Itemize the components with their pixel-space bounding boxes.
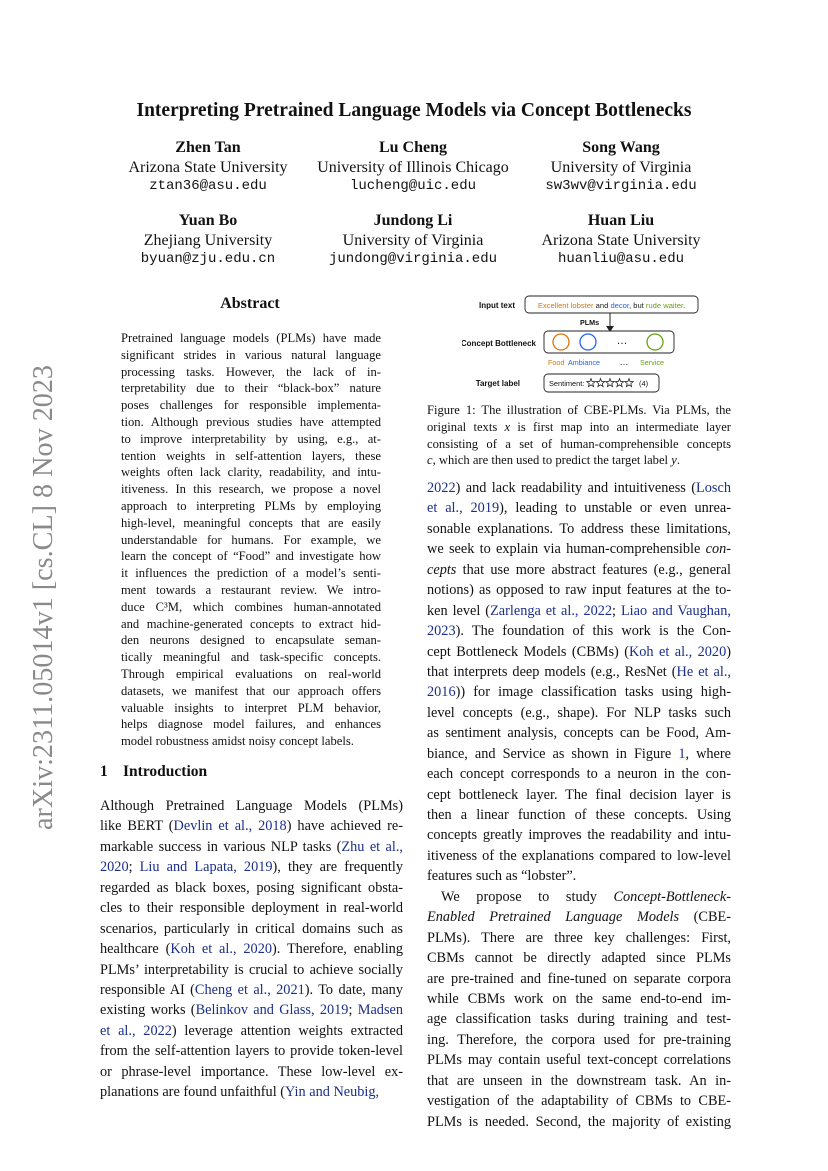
body-line — [100, 1041, 403, 1061]
body-line — [427, 825, 731, 845]
text-run: ), they are frequently — [272, 859, 403, 876]
text-run: ). To date, many — [304, 981, 403, 998]
figure-bottleneck-label: Concept Bottleneck — [462, 339, 536, 348]
author-email[interactable]: byuan@zju.edu.cn — [140, 251, 276, 267]
text-run: Enabled Pretrained Language Models — [427, 909, 680, 926]
caption-run: . — [676, 453, 680, 468]
text-run: are pre-trained and fine-tuned on separate corpora — [427, 970, 731, 987]
abstract-line: Pretrained language models (PLMs) have made — [121, 331, 381, 345]
text-run: ; — [612, 602, 621, 619]
plms-label: PLMs — [580, 318, 600, 327]
text-run: each concept corresponds to a neuron in the con- — [427, 766, 731, 783]
author-block — [98, 211, 318, 270]
figure-caption — [427, 402, 731, 469]
body-line — [100, 1062, 403, 1082]
text-run: CBMs cannot be directly adapted since PLMs — [427, 950, 731, 967]
body-line — [427, 907, 731, 927]
text-run: Although Pretrained Language Models (PLMs) — [100, 798, 403, 814]
input-text-segment: , but — [629, 301, 646, 310]
author-affiliation: Arizona State University — [128, 158, 288, 176]
caption-line — [427, 436, 731, 453]
text-run: notions) as opposed to raw input features at the to- — [427, 582, 731, 599]
text-run: vestigation of the adaptability of CBMs to CBE- — [427, 1093, 731, 1110]
body-line — [100, 1000, 403, 1020]
text-run: PLMs’ interpretability is crucial to achieve socially — [100, 961, 403, 978]
body-line — [427, 703, 731, 723]
text-run: as sentiment analysis, concepts can be Food, Am- — [427, 725, 731, 742]
text-run: cept bottleneck layer. The final decision layer is — [427, 786, 731, 803]
body-line — [427, 539, 731, 559]
abstract-line: itiveness. In this research, we propose a novel — [121, 482, 381, 497]
author-name: Song Wang — [582, 139, 660, 156]
text-run: )) for image classification tasks using high- — [455, 684, 731, 701]
citation-link[interactable]: Koh et al., 2020 — [628, 643, 727, 660]
text-run: ). Therefore, enabling — [272, 941, 403, 958]
body-line — [100, 816, 403, 836]
body-line — [100, 919, 403, 939]
body-line — [427, 478, 731, 498]
citation-link[interactable]: Koh et al., 2020 — [170, 941, 272, 958]
author-name: Jundong Li — [373, 212, 453, 229]
abstract-line: helps diagnose model failures, and enhances — [121, 717, 381, 732]
citation-link[interactable]: et al., 2019 — [427, 500, 500, 517]
text-run: we seek to explain via human-comprehensible — [427, 541, 706, 558]
body-line — [427, 928, 731, 948]
caption-run: Figure 1: The illustration of CBE-PLMs. Via PLMs, the — [427, 403, 731, 417]
text-run: ; — [128, 859, 140, 876]
abstract-line: Through empirical evaluations on real-world — [121, 666, 381, 681]
author-email[interactable]: jundong@virginia.edu — [328, 251, 498, 267]
author-block — [303, 211, 523, 270]
author-email[interactable]: ztan36@asu.edu — [149, 178, 267, 194]
abstract-line: significant strides in various natural language — [121, 347, 381, 362]
input-text-segment: . — [683, 301, 686, 310]
concept-label-ambiance: Ambiance — [568, 358, 600, 367]
author-affiliation: Zhejiang University — [143, 231, 273, 249]
concept-label-service: Service — [640, 358, 664, 367]
author-name: Huan Liu — [587, 212, 655, 229]
abstract-line: tention weights in self-attention layers, these — [121, 448, 381, 463]
text-run: ken level ( — [427, 602, 491, 619]
figure-cbe-plms — [462, 288, 732, 398]
body-line — [427, 989, 731, 1009]
input-text-segment: rude waiter — [645, 301, 684, 310]
body-line — [100, 939, 403, 959]
input-text-segment: Excellent — [537, 301, 571, 310]
citation-link[interactable]: Zarlenga et al., 2022 — [490, 602, 613, 619]
text-run: that are unseen in the downstream task. An in- — [427, 1072, 731, 1089]
body-line — [100, 898, 403, 918]
citation-link[interactable]: et al., 2022 — [100, 1022, 172, 1039]
section-heading — [100, 763, 207, 781]
abstract-line: it influences the prediction of a model’s senti- — [121, 566, 381, 581]
body-line — [100, 1021, 403, 1041]
text-run: cepts — [427, 561, 457, 578]
abstract-line: processing tasks. However, the lack of in- — [121, 364, 381, 379]
abstract-line: approach to interpreting PLMs by employing — [121, 498, 381, 513]
arxiv-identifier — [12, 360, 62, 840]
body-line — [427, 948, 731, 968]
text-run: markable success in various NLP tasks ( — [100, 838, 342, 855]
text-run: ) leverage attention weights extracted — [171, 1022, 404, 1039]
abstract-line: learn the concept of “Food” and investigate how — [121, 549, 381, 564]
text-run: PLMs). There are three key challenges: First, — [427, 929, 731, 946]
caption-run: y — [671, 453, 677, 468]
citation-link[interactable]: Liao and Vaughan, — [620, 602, 731, 619]
abstract-line: and machine-generated concepts to extract hid- — [121, 616, 381, 631]
author-name: Zhen Tan — [175, 139, 241, 156]
body-line — [427, 846, 731, 866]
section-number: 1 — [100, 763, 108, 780]
input-text-segment: decor — [610, 301, 630, 310]
text-run: features such as “lobster”. — [427, 868, 577, 885]
text-run: level concepts (e.g., shape). For NLP tasks such — [427, 704, 731, 721]
text-run: , where — [685, 745, 731, 762]
text-run: that use more abstract features (e.g., general — [456, 561, 731, 578]
text-run: ), leading to unstable or even unrea- — [499, 500, 731, 517]
body-line — [427, 805, 731, 825]
text-run: PLMs may contain useful text-concept correlations — [427, 1052, 731, 1069]
author-affiliation: University of Virginia — [550, 158, 692, 176]
abstract-line: tically meaningful and task-specific concepts. — [121, 650, 381, 665]
sentiment-label: Sentiment: — [549, 379, 585, 388]
text-run: itiveness of the explanations compared to low-level — [427, 847, 731, 864]
text-run: ; — [348, 1002, 358, 1019]
text-run: ) have achieved re- — [286, 818, 404, 835]
intro-left-column — [100, 796, 403, 1103]
body-line — [427, 1091, 731, 1111]
citation-link[interactable]: Madsen — [357, 1002, 403, 1019]
text-run: ) — [726, 643, 731, 660]
author-affiliation: University of Virginia — [342, 231, 484, 249]
section-title: Introduction — [123, 763, 208, 780]
figure-target-label: Target label — [475, 379, 520, 388]
abstract-line: weights often lack clarity, readability, and intu- — [121, 465, 381, 480]
caption-run: is first map into an intermediate layer — [510, 419, 731, 434]
author-name: Lu Cheng — [378, 139, 448, 156]
body-line — [427, 682, 731, 702]
abstract-line: poses challenges for responsible implementa- — [121, 398, 381, 413]
text-run: ) and lack readability and intuitiveness ( — [455, 480, 697, 496]
abstract-body — [121, 330, 381, 750]
intro-right-column — [427, 478, 731, 1132]
text-run: that interprets deep models (e.g., ResNet ( — [427, 663, 677, 680]
caption-run: consisting of a set of human-comprehensible concepts — [427, 436, 731, 451]
input-text-sentence — [538, 301, 685, 310]
citation-link[interactable]: Belinkov and Glass, 2019 — [195, 1002, 349, 1019]
text-run: (CBE- — [679, 909, 731, 926]
body-line — [100, 837, 403, 857]
body-line — [100, 857, 403, 877]
neuron-ellipsis: … — [616, 335, 628, 347]
author-email[interactable]: huanliu@asu.edu — [557, 251, 685, 267]
body-line — [100, 878, 403, 898]
author-email[interactable]: sw3wv@virginia.edu — [545, 178, 697, 194]
body-line — [427, 1030, 731, 1050]
author-name: Yuan Bo — [178, 212, 238, 229]
body-line — [427, 519, 731, 539]
abstract-line: model robustness amidst noisy concept labels. — [121, 734, 354, 749]
text-run: then a linear function of these concepts. Using — [427, 807, 731, 823]
text-run: planations are found unfaithful ( — [100, 1084, 286, 1101]
abstract-heading: Abstract — [220, 295, 280, 312]
text-run: cept Bottleneck Models (CBMs) ( — [427, 643, 629, 660]
text-run: Concept-Bottleneck- — [613, 888, 731, 905]
citation-link[interactable]: 1 — [678, 745, 686, 762]
text-run: biance, and Service as shown in Figure — [427, 745, 679, 762]
caption-run: c — [427, 453, 433, 468]
citation-link[interactable]: Liu and Lapata, 2019 — [139, 859, 273, 876]
input-text-segment: and — [593, 301, 611, 310]
text-run: from the self-attention layers to provide token-level — [100, 1043, 403, 1060]
abstract-line: to improve interpretability by using, e.g., at- — [121, 431, 381, 446]
author-block — [511, 211, 731, 270]
text-run: while CBMs work on the same end-to-end im- — [427, 990, 731, 1007]
citation-link[interactable]: 2023 — [427, 623, 456, 640]
concept-ellipsis: … — [619, 357, 629, 367]
text-run: sonable explanations. To address these limitations, — [427, 520, 731, 537]
citation-link[interactable]: Yin and Neubig, — [285, 1084, 380, 1101]
caption-line — [427, 402, 731, 419]
caption-line — [427, 452, 731, 469]
body-line — [427, 866, 731, 886]
abstract-line: high-level, meaningful concepts that are easily — [121, 515, 381, 530]
paper-title: Interpreting Pretrained Language Models via Concept Bottlenecks — [136, 100, 692, 121]
author-block — [303, 138, 523, 197]
body-line — [427, 969, 731, 989]
body-line — [100, 980, 403, 1000]
arxiv-id-text: arXiv:2311.05014v1 [cs.CL] 8 Nov 2023 — [27, 360, 59, 830]
text-run: ). The foundation of this work is the Con- — [455, 623, 731, 640]
body-line — [100, 796, 403, 816]
text-run: ing. Therefore, the corpora used for pre-training — [427, 1031, 731, 1048]
citation-link[interactable]: Cheng et al., 2021 — [194, 981, 305, 998]
citation-link[interactable]: He et al., — [676, 663, 731, 680]
caption-line — [427, 419, 731, 436]
body-line — [427, 560, 731, 580]
abstract-line: understandable for humans. For example, we — [121, 532, 381, 547]
abstract-line: tion. Although previous studies have attempted — [121, 414, 381, 429]
text-run: existing works ( — [100, 1002, 196, 1019]
abstract-line: valuable insights to interpret PLM behavior, — [121, 700, 381, 715]
body-line — [427, 1071, 731, 1091]
body-line — [427, 1112, 731, 1132]
citation-link[interactable]: Zhu et al., — [341, 838, 403, 855]
body-line — [427, 1050, 731, 1070]
text-run: like BERT ( — [100, 818, 174, 835]
text-run: cles to their responsible deployment in real-world — [100, 900, 403, 917]
figure-input-label: Input text — [479, 301, 515, 310]
citation-link[interactable]: Losch — [696, 480, 731, 496]
abstract-line: terpretability due to their “black-box” nature — [121, 381, 381, 396]
body-line — [427, 764, 731, 784]
abstract-line: den neurons designed to encapsulate seman- — [121, 633, 381, 648]
body-line — [427, 601, 731, 621]
text-run: con- — [705, 541, 731, 558]
author-email[interactable]: lucheng@uic.edu — [349, 178, 477, 194]
author-block — [511, 138, 731, 197]
body-line — [427, 580, 731, 600]
body-line — [427, 723, 731, 743]
body-line — [427, 621, 731, 641]
body-line — [427, 662, 731, 682]
text-run: scenarios, particularly in critical domains such as — [100, 920, 403, 937]
text-run: PLMs is needed. Second, the majority of existing — [427, 1113, 731, 1130]
body-line — [427, 1009, 731, 1029]
text-run: regarded as black boxes, posing significant obsta- — [100, 879, 403, 896]
abstract-line: duce C³M, which combines human-annotated — [121, 599, 381, 614]
text-run: healthcare ( — [100, 941, 171, 958]
rating-value: (4) — [639, 379, 649, 388]
body-line — [427, 744, 731, 764]
concept-label-food: Food — [548, 358, 565, 367]
body-line — [427, 785, 731, 805]
citation-link[interactable]: Devlin et al., 2018 — [173, 818, 287, 835]
text-run: or phrase-level importance. These low-level ex- — [100, 1063, 403, 1080]
citation-link[interactable]: 2016 — [427, 684, 456, 701]
text-run: concepts greatly improves the readability and intu- — [427, 827, 731, 844]
author-affiliation: University of Illinois Chicago — [317, 158, 509, 176]
body-line — [427, 498, 731, 518]
body-line — [100, 1082, 403, 1102]
abstract-line: datasets, we manifest that our approach offers — [121, 683, 381, 698]
body-line — [427, 642, 731, 662]
author-block — [98, 138, 318, 197]
text-run: We propose to study — [441, 888, 614, 905]
author-affiliation: Arizona State University — [541, 231, 701, 249]
body-line — [100, 960, 403, 980]
citation-link[interactable]: 2022 — [427, 480, 456, 496]
caption-run: original texts — [427, 419, 505, 434]
input-text-segment: lobster — [570, 301, 594, 310]
abstract-line: ment towards a restaurant review. We intro- — [121, 582, 381, 597]
caption-run: x — [504, 419, 511, 434]
text-run: responsible AI ( — [100, 981, 195, 998]
body-line — [427, 887, 731, 907]
text-run: age classification tasks during training and test- — [427, 1011, 731, 1028]
citation-link[interactable]: 2020 — [100, 859, 129, 876]
caption-run: , which are then used to predict the target label — [432, 453, 672, 468]
